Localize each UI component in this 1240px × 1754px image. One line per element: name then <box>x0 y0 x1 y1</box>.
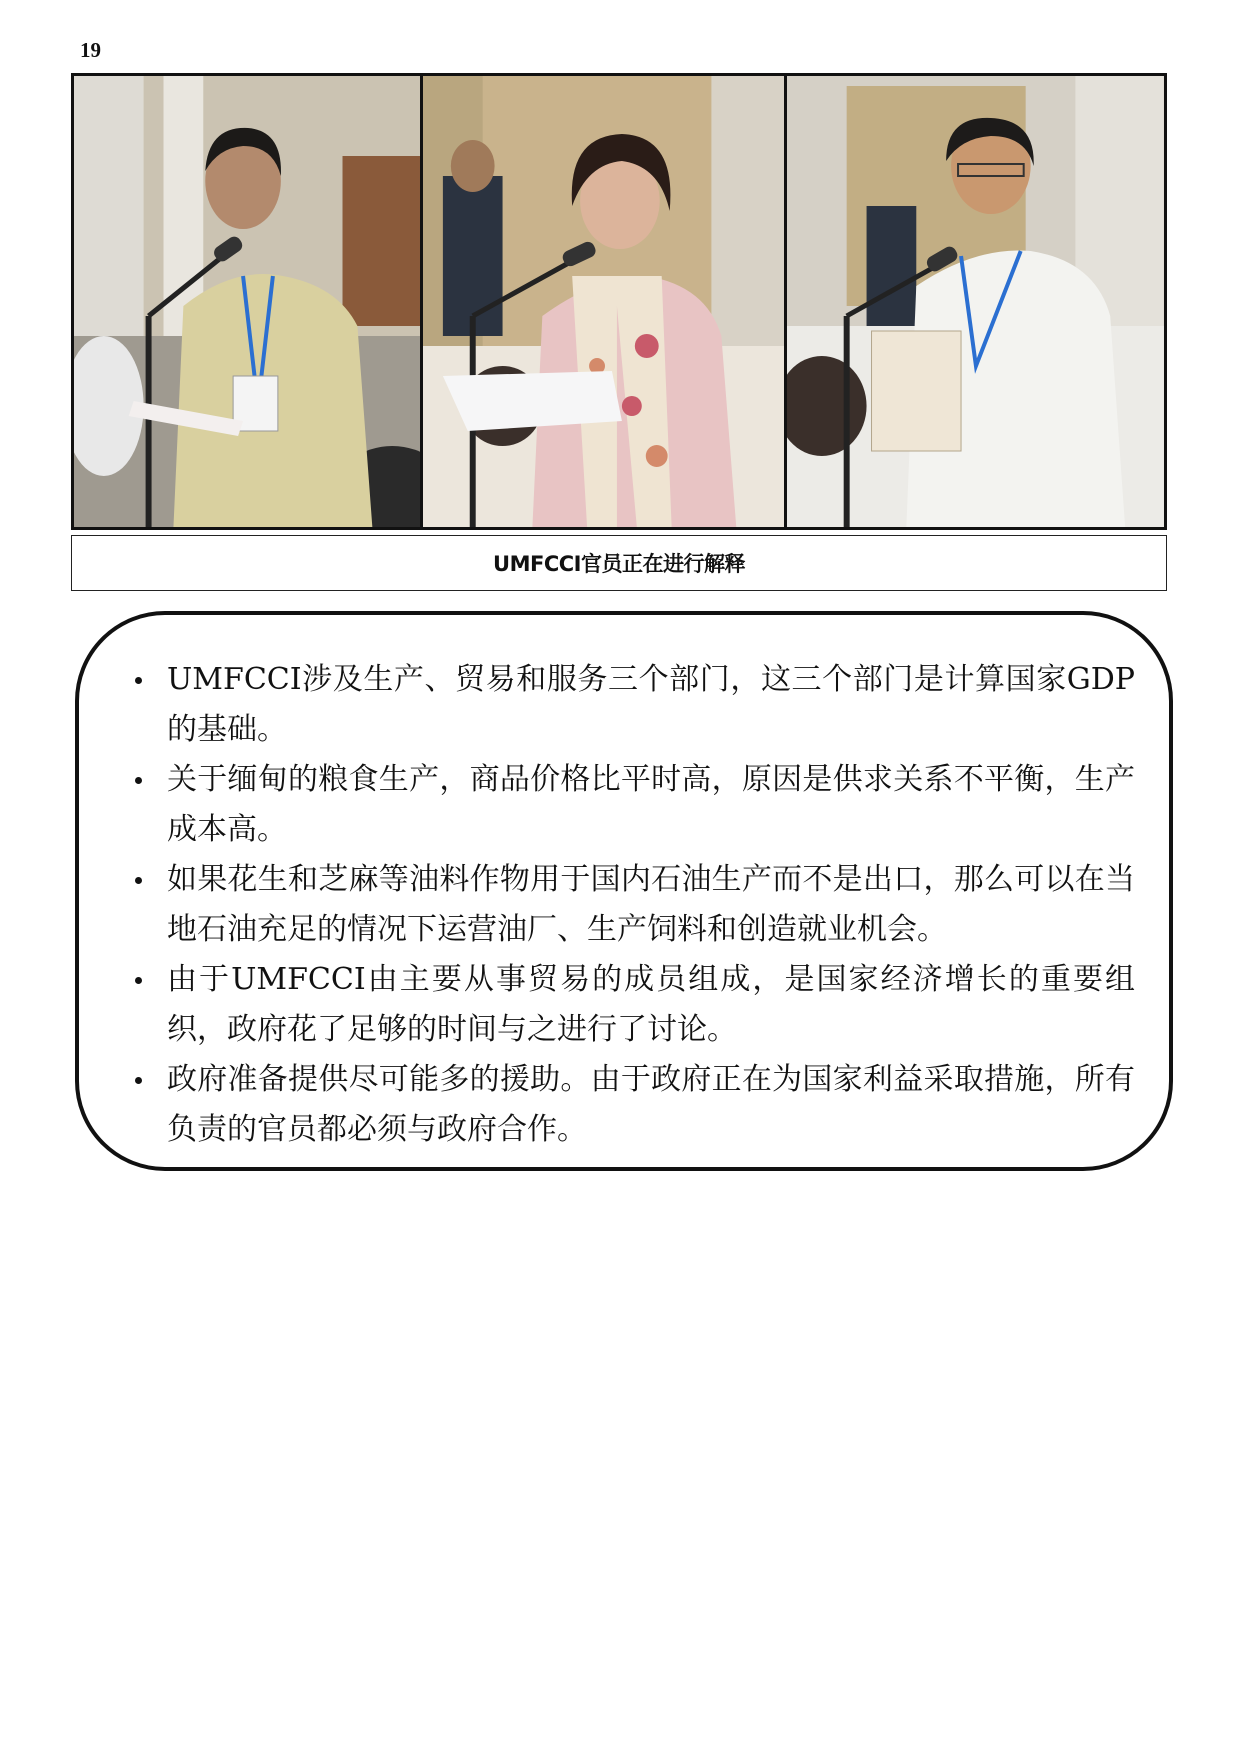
photo-caption: UMFCCI官员正在进行解释 <box>71 535 1167 591</box>
photo-speaker-2 <box>423 76 784 527</box>
list-item <box>135 655 1135 755</box>
bullet-list <box>135 655 1135 1155</box>
list-item <box>135 755 1135 855</box>
bullet-text: 如果花生和芝麻等油料作物用于国内石油生产而不是出口，那么可以在当地石油充足的情况下运营油厂、生产饲料和创造就业机会。 <box>167 862 1135 947</box>
bullet-text: 由于UMFCCI由主要从事贸易的成员组成，是国家经济增长的重要组织，政府花了足够的时间与之进行了讨论。 <box>167 962 1135 1047</box>
bullet-dot-icon <box>135 777 142 784</box>
photo-speaker-3 <box>787 76 1164 527</box>
photo-speaker-1 <box>74 76 420 527</box>
bullet-text: 关于缅甸的粮食生产，商品价格比平时高，原因是供求关系不平衡，生产成本高。 <box>167 762 1135 847</box>
bullet-dot-icon <box>135 677 142 684</box>
photo-strip <box>71 73 1167 530</box>
bullet-text: 政府准备提供尽可能多的援助。由于政府正在为国家利益采取措施，所有负责的官员都必须与政府合作。 <box>167 1062 1135 1147</box>
page-number: 19 <box>80 38 101 62</box>
list-item <box>135 855 1135 955</box>
bullet-text: UMFCCI涉及生产、贸易和服务三个部门，这三个部门是计算国家GDP的基础。 <box>167 662 1135 747</box>
list-item <box>135 955 1135 1055</box>
bullet-dot-icon <box>135 977 142 984</box>
summary-box <box>75 611 1173 1171</box>
bullet-dot-icon <box>135 1077 142 1084</box>
list-item <box>135 1055 1135 1155</box>
bullet-dot-icon <box>135 877 142 884</box>
